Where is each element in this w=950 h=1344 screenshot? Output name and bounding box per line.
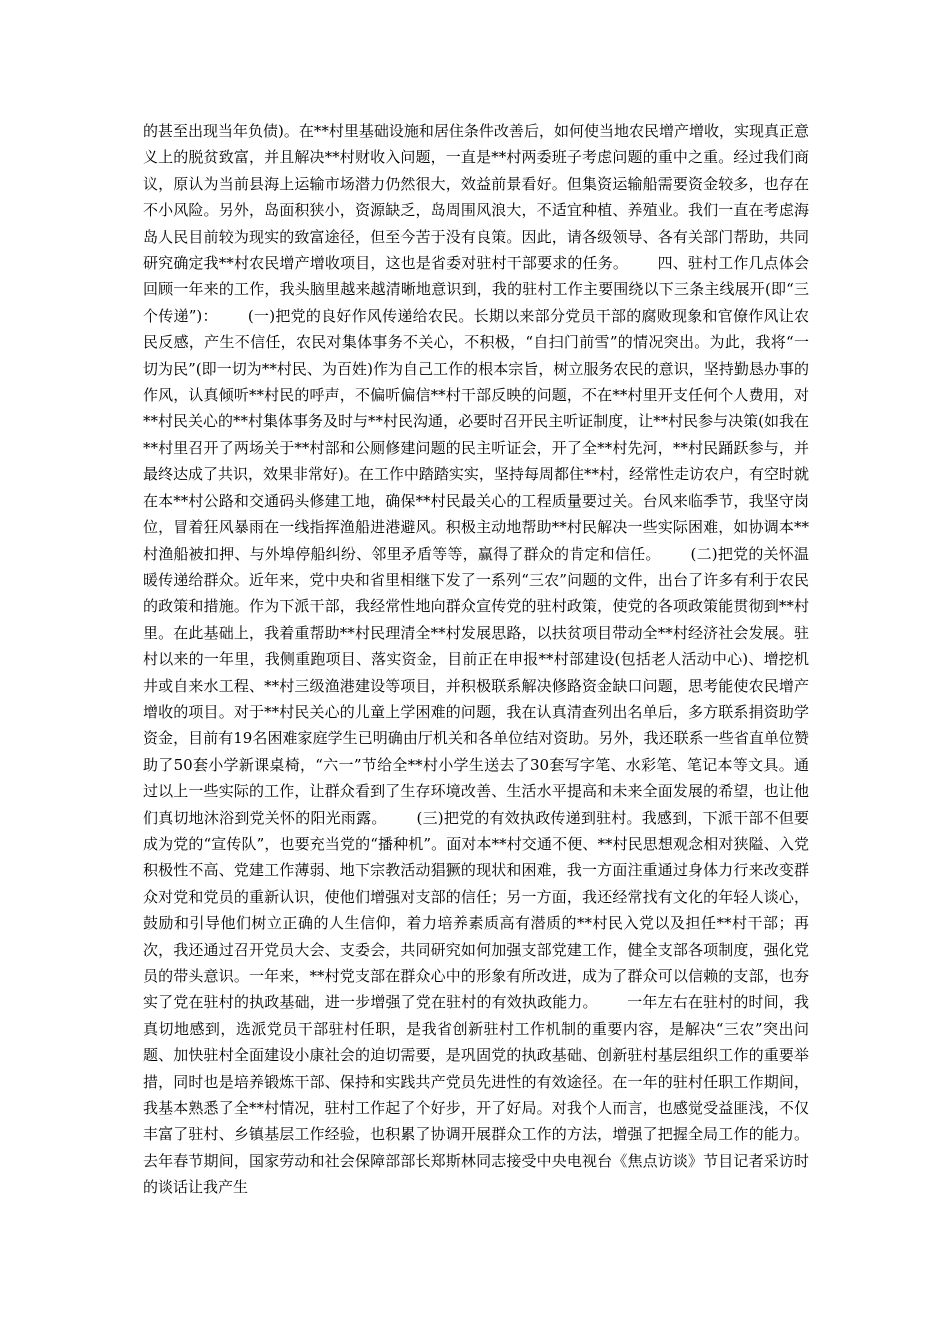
document-page: [143, 118, 838, 1248]
body-paragraph: 的甚至出现当年负债)。在**村里基础设施和居住条件改善后，如何使当地农民增产增收，实现真正意义上的脱贫致富，并且解决**村财收入问题，一直是**村两委班子考虑问题的重中之重。经过我们商议，原认为当前县海上运输市场潜力仍然很大，效益前景看好。但集资运输船需要资金较多，也存在不小风险。另外，岛面积狭小，资源缺乏，岛周围风浪大，不适宜种植、养殖业。我们一直在考虑海岛人民目前较为现实的致富途径，但至今苦于没有良策。因此，请各级领导、各有关部门帮助，共同研究确定我**村农民增产增收项目，这也是省委对驻村干部要求的任务。 四、驻村工作几点体会 回顾一年来的工作，我头脑里越来越清晰地意识到，我的驻村工作主要围绕以下三条主线展开(即“三个传递”)： (一)把党的良好作风传递给农民。长期以来部分党员干部的腐败现象和官僚作风让农民反感，产生不信任，农民对集体事务不关心，不积极，“自扫门前雪”的情况突出。为此，我将“一切为民”(即一切为**村民、为百姓)作为自己工作的根本宗旨，树立服务农民的意识，坚持勤恳办事的作风，认真倾听**村民的呼声，不偏听偏信**村干部反映的问题，不在**村里开支任何个人费用，对**村民关心的**村集体事务及时与**村民沟通，必要时召开民主听证制度，让**村民参与决策(如我在**村里召开了两场关于**村部和公厕修建问题的民主听证会，开了全**村先河，**村民踊跃参与，并最终达成了共识，效果非常好)。在工作中踏踏实实，坚持每周都住**村，经常性走访农户，有空时就在本**村公路和交通码头修建工地，确保**村民最关心的工程质量要过关。台风来临季节，我坚守岗位，冒着狂风暴雨在一线指挥渔船进港避风。积极主动地帮助**村民解决一些实际困难，如协调本**村渔船被扣押、与外埠停船纠纷、邻里矛盾等等，赢得了群众的肯定和信任。 (二)把党的关怀温暖传递给群众。近年来，党中央和省里相继下发了一系列“三农”问题的文件，出台了许多有利于农民的政策和措施。作为下派干部，我经常性地向群众宣传党的驻村政策，使党的各项政策能贯彻到**村里。在此基础上，我着重帮助**村民理清全**村发展思路，以扶贫项目带动全**村经济社会发展。驻村以来的一年里，我侧重跑项目、落实资金，目前正在申报**村部建设(包括老人活动中心)、增挖机井或自来水工程、**村三级渔港建设等项目，并积极联系解决修路资金缺口问题，思考能使农民增产增收的项目。对于**村民关心的儿童上学困难的问题，我在认真清查列出名单后，多方联系捐资助学资金，目前有19名困难家庭学生已明确由厅机关和各单位结对资助。另外，我还联系一些省直单位赞助了50套小学新课桌椅，“六一”节给全**村小学生送去了30套写字笔、水彩笔、笔记本等文具。通过以上一些实际的工作，让群众看到了生存环境改善、生活水平提高和未来全面发展的希望，也让他们真切地沐浴到党关怀的阳光雨露。 (三)把党的有效执政传递到驻村。我感到，下派干部不但要成为党的“宣传队”，也要充当党的“播种机”。面对本**村交通不便、**村民思想观念相对狭隘、入党积极性不高、党建工作薄弱、地下宗教活动猖獗的现状和困难，我一方面注重通过身体力行来改变群众对党和党员的重新认识，使他们增强对支部的信任；另一方面，我还经常找有文化的年轻人谈心，鼓励和引导他们树立正确的人生信仰，着力培养素质高有潜质的**村民入党以及担任**村干部；再次，我还通过召开党员大会、支委会，共同研究如何加强支部党建工作，健全支部各项制度，强化党员的带头意识。一年来，**村党支部在群众心中的形象有所改进，成为了群众可以信赖的支部，也夯实了党在驻村的执政基础，进一步增强了党在驻村的有效执政能力。 一年左右在驻村的时间，我真切地感到，选派党员干部驻村任职，是我省创新驻村工作机制的重要内容，是解决“三农”突出问题、加快驻村全面建设小康社会的迫切需要，是巩固党的执政基础、创新驻村基层组织工作的重要举措，同时也是培养锻炼干部、保持和实践共产党员先进性的有效途径。在一年的驻村任职工作期间，我基本熟悉了全**村情况，驻村工作起了个好步，开了好局。对我个人而言，也感觉受益匪浅，不仅丰富了驻村、乡镇基层工作经验，也积累了协调开展群众工作的方法，增强了把握全局工作的能力。 去年春节期间，国家劳动和社会保障部部长郑斯林同志接受中央电视台《焦点访谈》节目记者采访时的谈话让我产生: [143, 122, 838, 1197]
